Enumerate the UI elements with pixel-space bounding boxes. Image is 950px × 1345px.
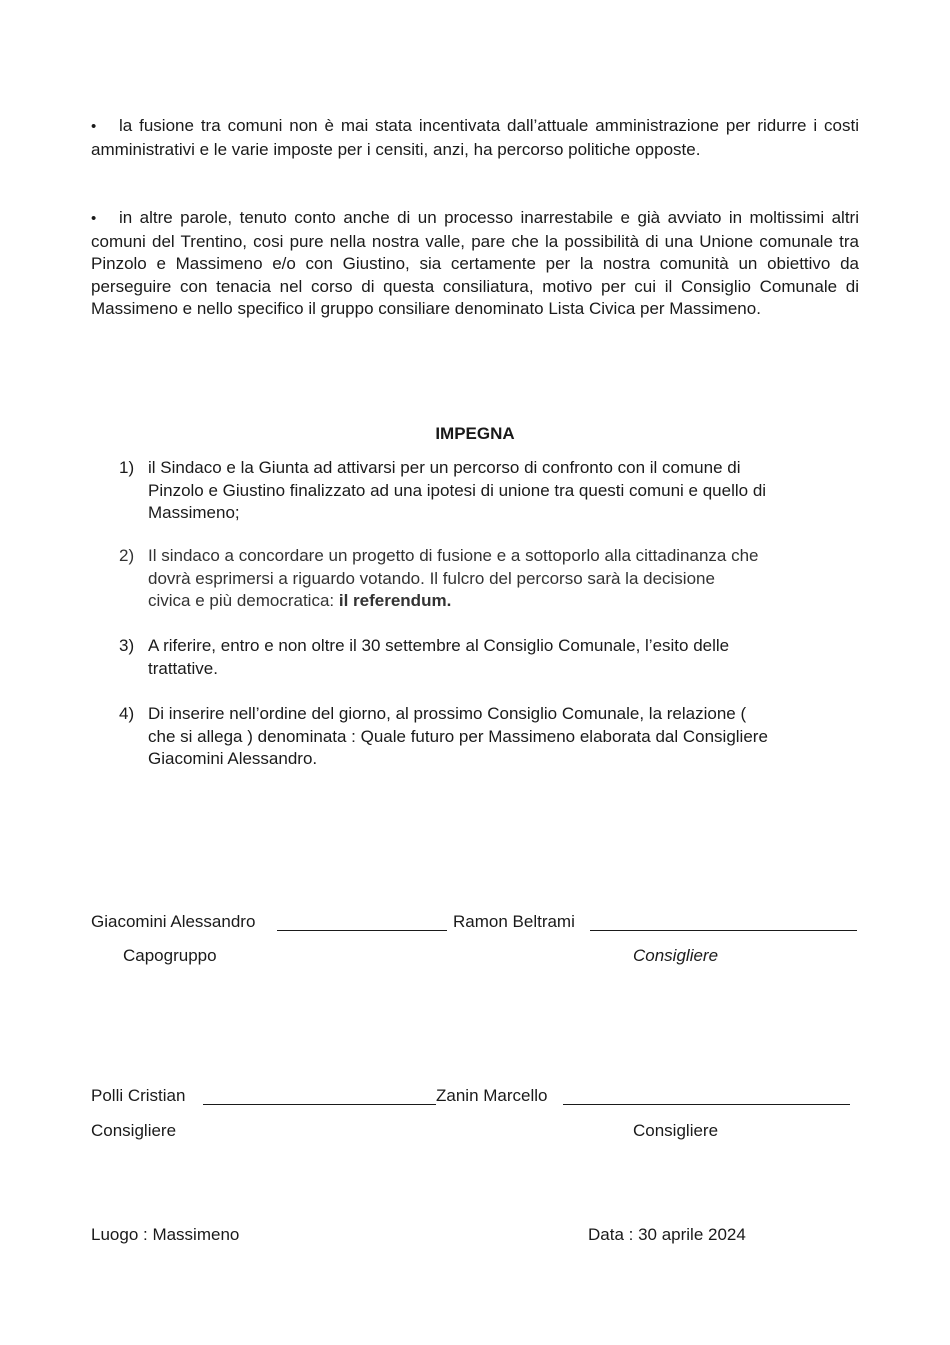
bullet-icon: • (91, 118, 97, 135)
signer-role-consigliere: Consigliere (633, 946, 719, 965)
item-line-with-bold (148, 590, 859, 613)
item-line: trattative. (148, 658, 218, 678)
numbered-item-1 (119, 457, 859, 525)
item-number: 3) (119, 636, 135, 655)
item-line: Di inserire nell’ordine del giorno, al prossimo Consiglio Comunale, la relazione ( (148, 704, 747, 723)
item-number: 1) (119, 458, 135, 477)
signature-line (277, 930, 447, 931)
item-line: Massimeno; (148, 503, 240, 522)
signer-role-consigliere: Consigliere (91, 1121, 177, 1140)
numbered-item-2 (119, 545, 859, 613)
item-line: che si allega ) denominata : Quale futuro per Massimeno elaborata dal Consigliere (148, 726, 768, 746)
item-line: Pinzolo e Giustino finalizzato ad una ipotesi di unione tra questi comuni e quello di (148, 480, 767, 500)
signer-name-beltrami: Ramon Beltrami (453, 912, 575, 931)
signer-role-capogruppo: Capogruppo (123, 946, 217, 965)
signature-line (590, 930, 857, 931)
item-number: 4) (119, 704, 135, 723)
numbered-item-4 (119, 703, 859, 771)
place-label: Luogo : Massimeno (91, 1225, 240, 1244)
numbered-item-3 (119, 635, 859, 680)
section-heading: IMPEGNA (435, 424, 515, 443)
item-line: A riferire, entro e non oltre il 30 settembre al Consiglio Comunale, l’esito delle (148, 636, 730, 655)
signer-name-polli: Polli Cristian (91, 1086, 186, 1105)
signature-line (563, 1104, 850, 1105)
item-line: Il sindaco a concordare un progetto di fusione e a sottoporlo alla cittadinanza che (148, 546, 759, 565)
date-label: Data : 30 aprile 2024 (588, 1225, 746, 1244)
signer-name-giacomini: Giacomini Alessandro (91, 912, 256, 931)
item-line: dovrà esprimersi a riguardo votando. Il fulcro del percorso sarà la decisione (148, 568, 715, 588)
signer-role-consigliere: Consigliere (633, 1121, 719, 1140)
item-number: 2) (119, 546, 135, 565)
bullet-text: la fusione tra comuni non è mai stata incentivata dall’attuale amministrazione per ridurre i costi amministrativi e le varie imposte per i censiti, anzi, ha percorso politiche opposte. (91, 116, 859, 159)
item-line: Giacomini Alessandro. (148, 749, 318, 768)
signer-name-zanin: Zanin Marcello (436, 1086, 548, 1105)
bullet-text: in altre parole, tenuto conto anche di un processo inarrestabile e già avviato in moltissimi altri comuni del Trentino, cosi pure nella nostra valle, pare che la possibilità di una Unione comunale tra Pinzolo e Massimeno e/o con Giustino, sia certamente per la nostra comunità un obiettivo da perseguire con tenacia nel corso di questa consiliatura, motivo per cui il Consiglio Comunale di Massimeno e nello specifico il gruppo consiliare denominato Lista Civica per Massimeno. (91, 208, 859, 318)
bullet-icon: • (91, 210, 97, 227)
item-line: il Sindaco e la Giunta ad attivarsi per un percorso di confronto con il comune di (148, 458, 741, 477)
bold-emphasis: il referendum. (338, 591, 452, 610)
bullet-paragraph-1 (91, 115, 859, 161)
bullet-paragraph-2 (91, 207, 859, 321)
item-line-text: civica e più democratica: (148, 591, 339, 610)
signature-line (203, 1104, 436, 1105)
